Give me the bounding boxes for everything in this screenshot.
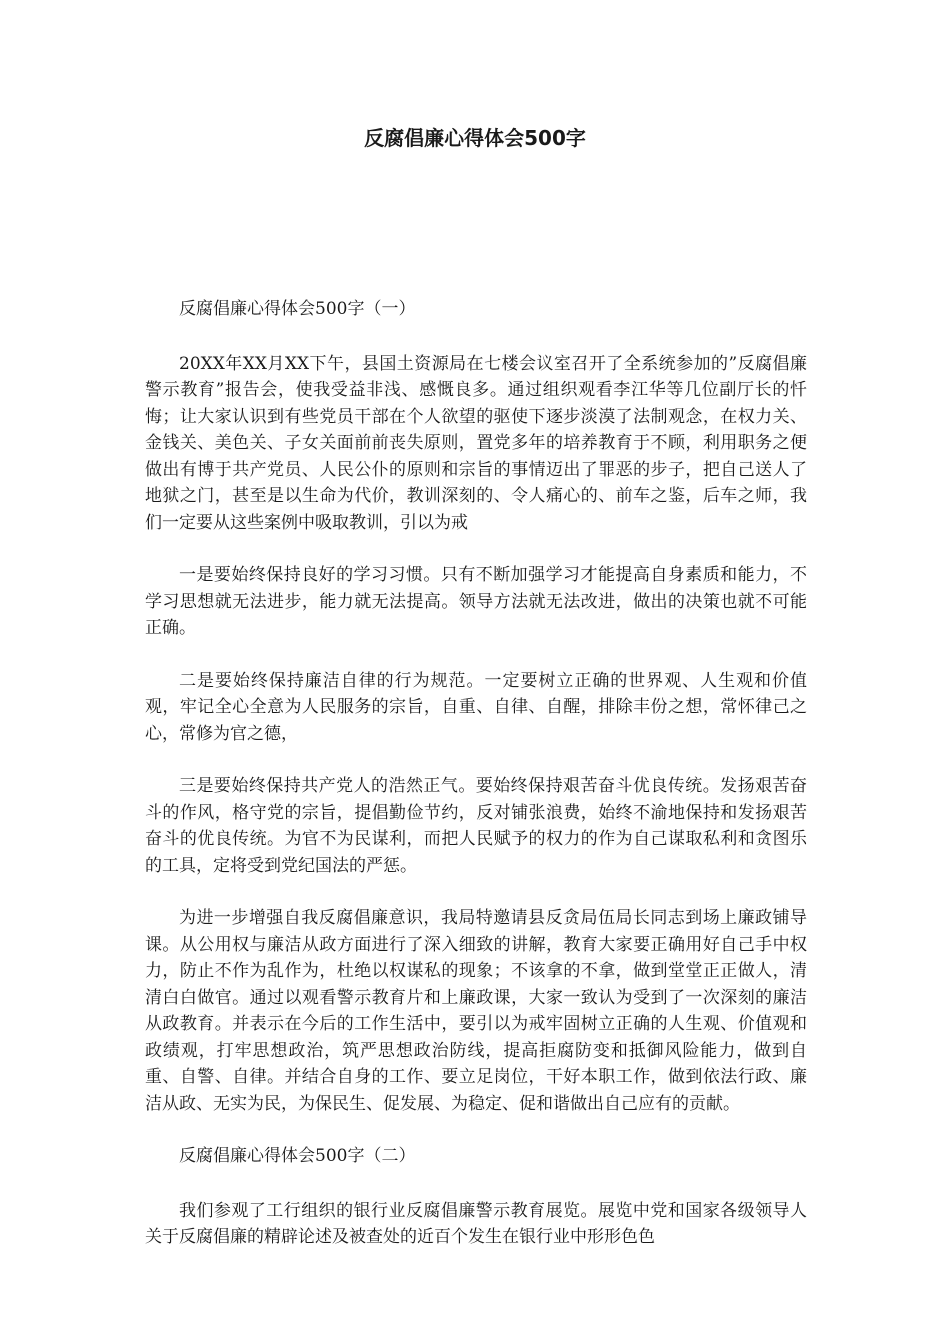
section-heading-2: 反腐倡廉心得体会500字（二） xyxy=(179,1146,416,1166)
paragraph-lecture: 为进一步增强自我反腐倡廉意识，我局特邀请县反贪局伍局长同志到场上廉政铺导课。从公用权与廉洁从政方面进行了深入细致的讲解，教育大家要正确用好自己手中权力，防止不作为乱作为，杜绝以权谋私的现象；不该拿的不拿，做到堂堂正正做人，清清白白做官。通过以观看警示教育片和上廉政课，大家一致认为受到了一次深刻的廉洁从政教育。并表示在今后的工作生活中，要引以为戒牢固树立正确的人生观、价值观和政绩观，打牢思想政治，筑严思想政治防线，提高拒腐防变和抵御风险能力，做到自重、自警、自律。并结合自身的工作、要立足岗位，干好本职工作，做到依法行政、廉洁从政、无实为民，为保民生、促发展、为稳定、促和谐做出自己应有的贡献。 xyxy=(145,908,807,1114)
paragraph-point-1: 一是要始终保持良好的学习习惯。只有不断加强学习才能提高自身素质和能力，不学习思想就无法进步，能力就无法提高。领导方法就无法改进，做出的决策也就不可能正确。 xyxy=(145,565,807,638)
paragraph-exhibition: 我们参观了工行组织的银行业反腐倡廉警示教育展览。展览中党和国家各级领导人关于反腐倡廉的精辟论述及被查处的近百个发生在银行业中形形色色 xyxy=(145,1200,807,1247)
paragraph-intro: 20XX年XX月XX下午，县国土资源局在七楼会议室召开了全系统参加的”反腐倡廉警示教育”报告会，使我受益非浅、感慨良多。通过组织观看李江华等几位副厅长的忏悔；让大家认识到有些党员干部在个人欲望的驱使下逐步淡漠了法制观念，在权力关、金钱关、美色关、子女关面前前丧失原则，置党多年的培养教育于不顾，利用职务之便做出有博于共产党员、人民公仆的原则和宗旨的事情迈出了罪恶的步子，把自己送人了地狱之门，甚至是以生命为代价，教训深刻的、令人痛心的、前车之鉴，后车之师，我们一定要从这些案例中吸取教训，引以为戒 xyxy=(145,353,807,533)
paragraph-point-3: 三是要始终保持共产党人的浩然正气。要始终保持艰苦奋斗优良传统。发扬艰苦奋斗的作风，格守党的宗旨，提倡勤俭节约，反对铺张浪费，始终不渝地保持和发扬艰苦奋斗的优良传统。为官不为民谋利，而把人民赋予的权力的作为自己谋取私利和贪图乐的工具，定将受到党纪国法的严惩。 xyxy=(145,776,807,876)
document-body xyxy=(145,296,807,1277)
paragraph-point-2: 二是要始终保持廉洁自律的行为规范。一定要树立正确的世界观、人生观和价值观，牢记全心全意为人民服务的宗旨，自重、自律、自醒，排除丰份之想，常怀律己之心，常修为官之德， xyxy=(145,670,807,744)
document-title: 反腐倡廉心得体会500字 xyxy=(364,126,586,150)
section-heading-1: 反腐倡廉心得体会500字（一） xyxy=(179,299,416,319)
